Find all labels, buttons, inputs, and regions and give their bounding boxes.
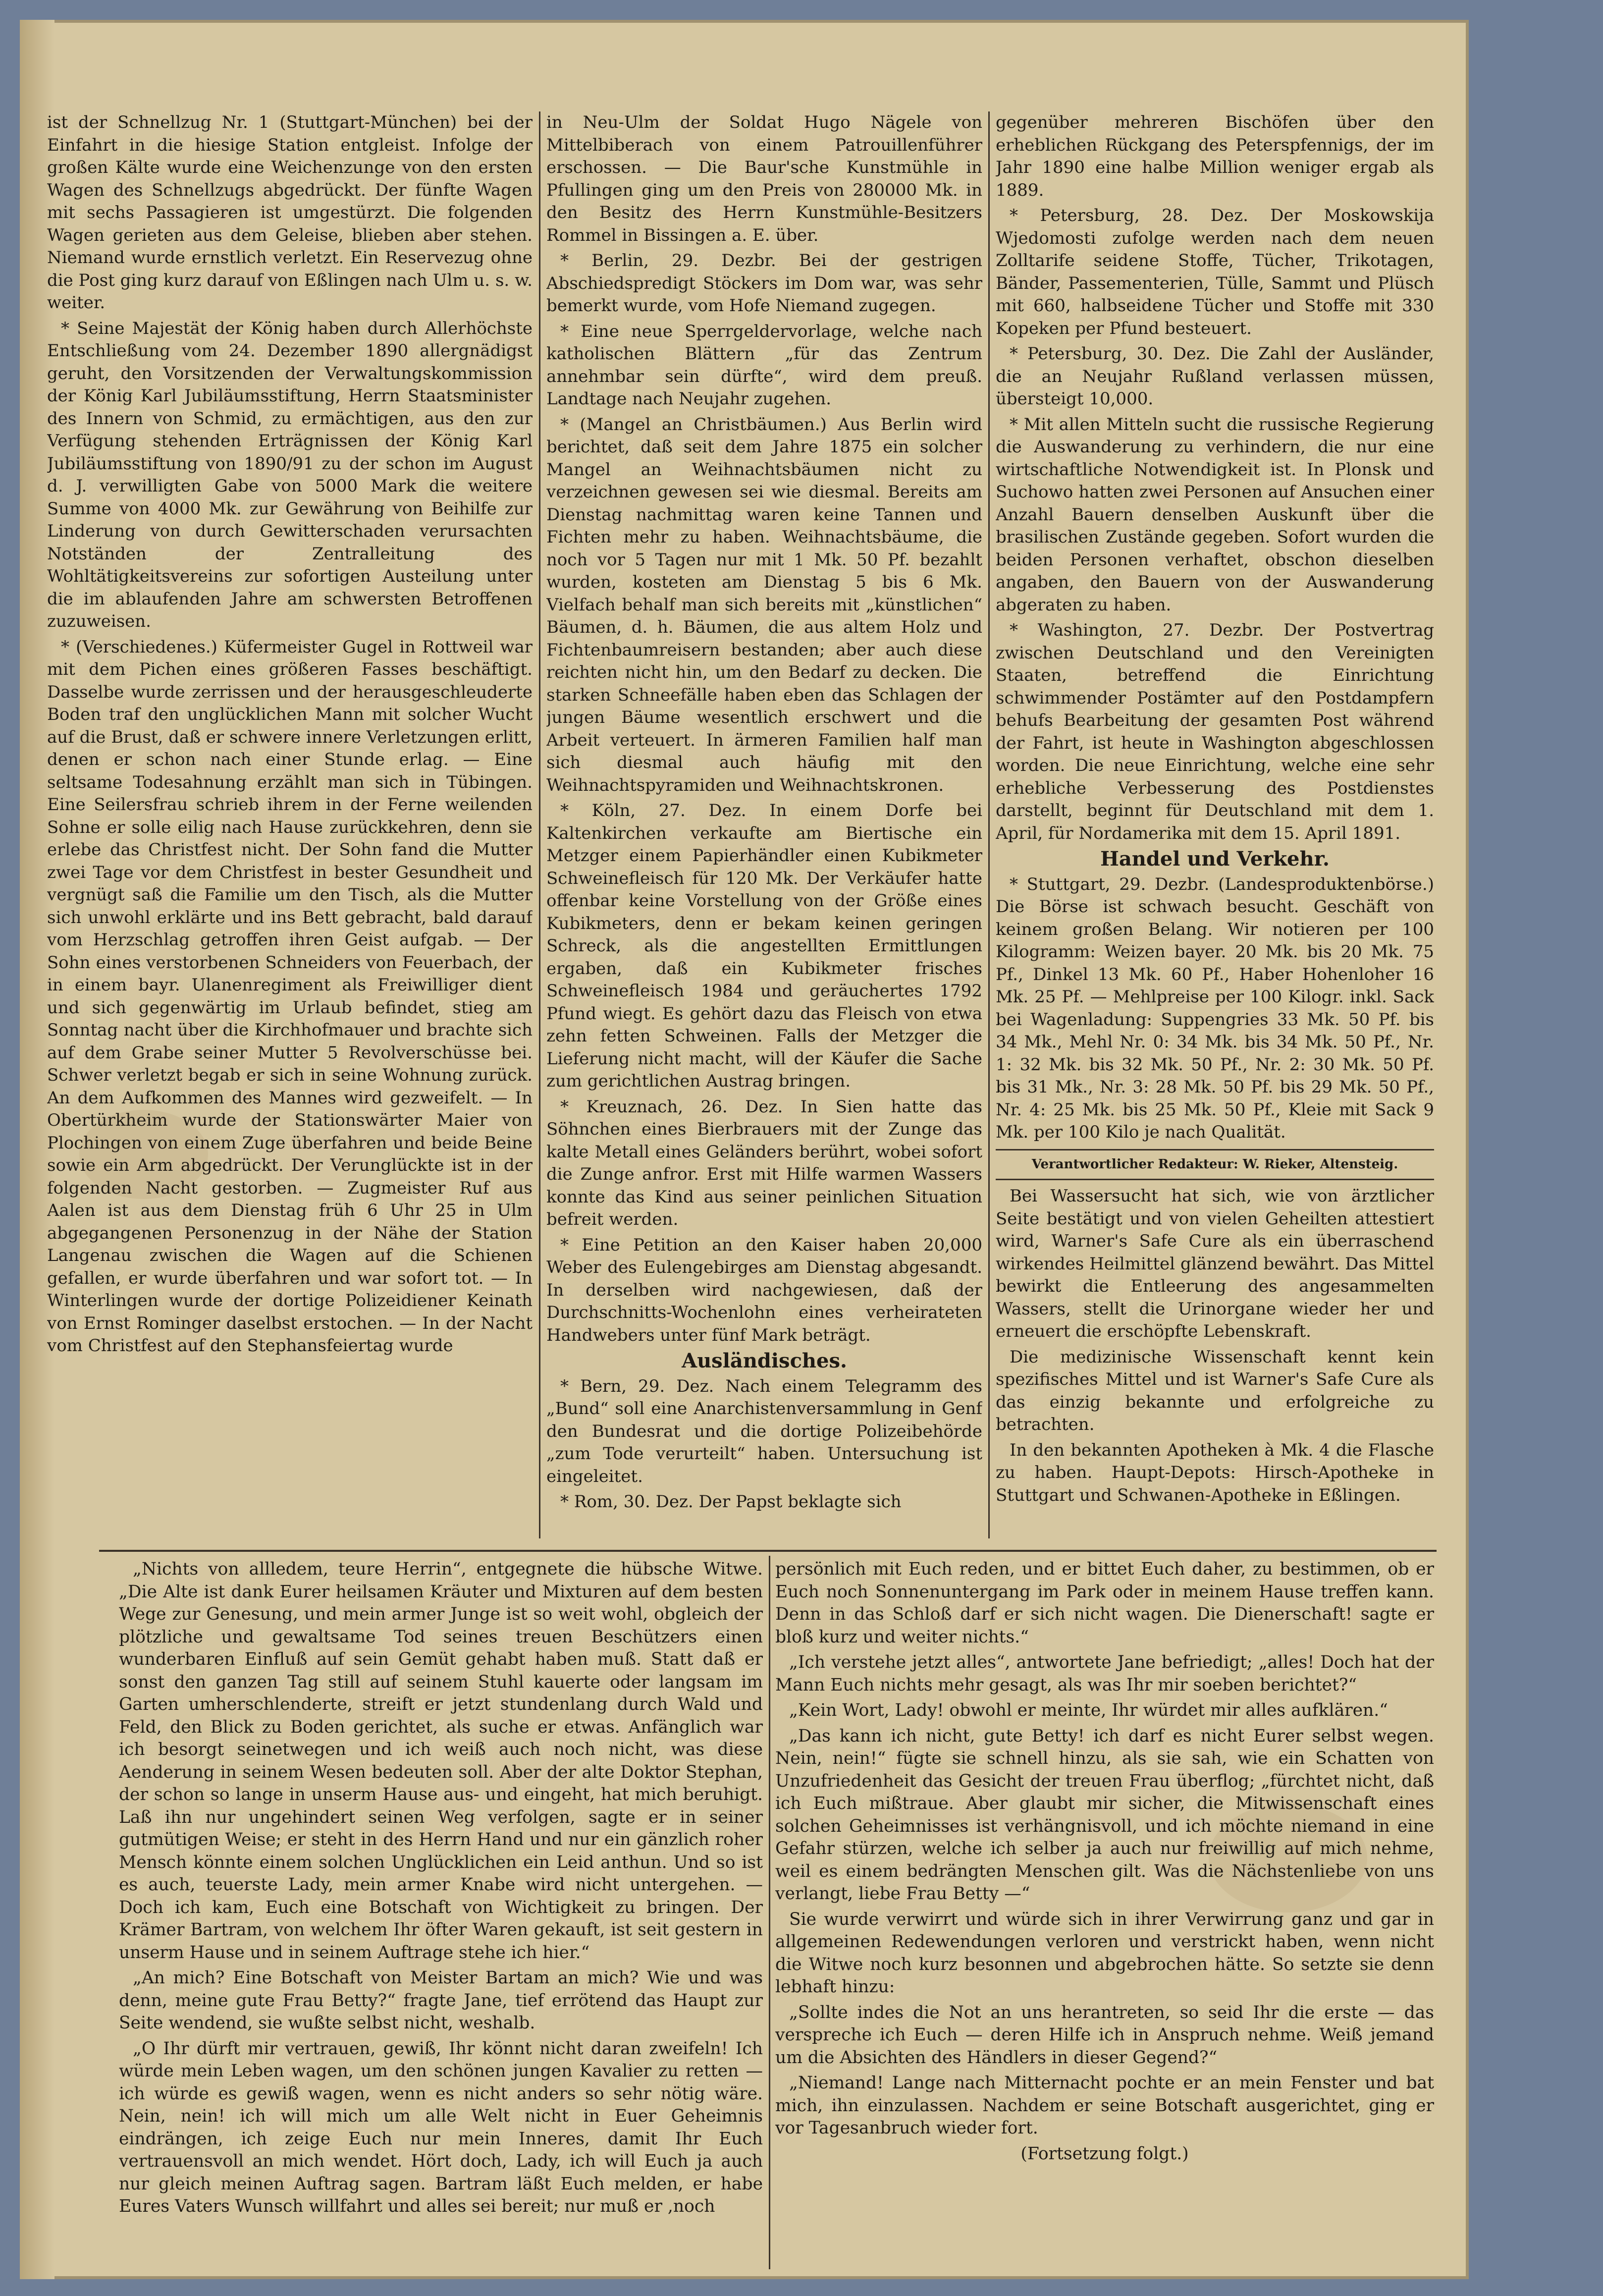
serial-paragraph: „Nichts von allledem, teure Herrin“, entgegnete die hübsche Witwe. „Die Alte ist dank Eurer heilsamen Kräuter und Mixturen auf dem besten Wege zur Genesung, und mein armer Junge ist so weit wohl, obgleich der plötzliche und gewaltsame Tod seines treuen Beschützers einen wunderbaren Einfluß auf sein Gemüt gehabt haben muß. Statt daß er sonst den ganzen Tag still auf seinem Stuhl kauerte oder langsam im Garten umherschlenderte, streift er jetzt stundenlang durch Wald und Feld, den Blick zu Boden gerichtet, als suche er etwas. Anfänglich war ich besorgt seinetwegen und ich weiß auch noch nicht, was diese Aenderung in seinem Wesen bedeuten soll. Aber der alte Doktor Stephan, der schon so lange in unserm Hause aus- und eingeht, hat mich beruhigt. Laß ihn nur ungehindert seinen Weg verfolgen, sagte er in seiner gutmütigen Weise; er steht in des Herrn Hand und nur ein gänzlich roher Mensch könnte einem solchen Unglücklichen ein Leid anthun. Und so ist es auch, teuerste Lady, mein armer Knabe wird nicht untergehen. — Doch ich kam, Euch eine Botschaft von Wichtigkeit zu bringen. Der Krämer Bartram, von welchem Ihr öfter Waren gekauft, ist seit gestern in unserm Hause und in seinem Auftrage stehe ich hier.“: [119, 1559, 763, 1963]
continuation-note: (Fortsetzung folgt.): [1020, 2143, 1189, 2164]
serial-paragraph: „Sollte indes die Not an uns herantreten, so seid Ihr die erste — das verspreche ich Euch — deren Hilfe ich in Anspruch nehme. Weiß jemand um die Absichten des Händlers in dieser Gegend?“: [775, 2002, 1434, 2068]
article-paragraph: * Eine neue Sperrgeldervorlage, welche nach katholischen Blättern „für das Zentrum annehmbar sein dürfte“, wird dem preuß. Landtage nach Neujahr zugehen.: [546, 321, 982, 409]
article-paragraph: * Seine Majestät der König haben durch Allerhöchste Entschließung vom 24. Dezember 1890 allergnädigst geruht, den Vorsitzenden der Verwaltungskommission der König Karl Jubiläumsstiftung, Herrn Staatsminister des Innern von Schmid, zu ermächtigen, aus den zur Verfügung stehenden Erträgnissen der König Karl Jubiläumsstiftung von 1890/91 zu der schon im August d. J. verwilligten Gabe von 5000 Mark die weitere Summe von 4000 Mk. zur Gewährung von Beihilfe zur Linderung von durch Gewitterschaden verursachten Notständen der Zentralleitung des Wohltätigkeitsvereins zur sofortigen Austeilung unter die im ablaufenden Jahre am schwersten Betroffenen zuzuweisen.: [47, 318, 533, 631]
news-column-1: [47, 111, 533, 1543]
serial-paragraph: „Niemand! Lange nach Mitternacht pochte er an mein Fenster und bat mich, ihn einzulassen. Nachdem er seine Botschaft ausgerichtet, ging er vor Tagesanbruch wieder fort.: [775, 2073, 1434, 2138]
article-paragraph: * Köln, 27. Dez. In einem Dorfe bei Kaltenkirchen verkaufte am Biertische ein Metzger einem Papierhändler einen Kubikmeter Schweinefleisch für 120 Mk. Der Verkäufer hatte offenbar keine Vorstellung von der Größe eines Kubikmeters, denn er bekam keinen geringen Schreck, als die angestellten Ermittlungen ergaben, daß ein Kubikmeter frisches Schweinefleisch 1984 und geräuchertes 1792 Pfund wiegt. Es gehört dazu das Fleisch von etwa zehn fetten Schweinen. Falls der Metzger die Lieferung nicht macht, will der Käufer die Sache zum gerichtlichen Austrag bringen.: [546, 801, 982, 1091]
serial-paragraph: „Das kann ich nicht, gute Betty! ich darf es nicht Eurer selbst wegen. Nein, nein!“ fügte sie schnell hinzu, als sie sah, wie ein Schatten von Unzufriedenheit das Gesicht der treuen Frau überflog; „fürchtet nicht, daß ich Euch mißtraue. Aber glaubt mir sicher, die Mitwissenschaft eines solchen Geheimnisses ist verhängnisvoll, und ich möchte niemand in eine Gefahr stürzen, welche ich selber ja auch nur freiwillig auf mich nehme, weil es einem bedrängten Menschen gilt. Was die Nächstenliebe von uns verlangt, liebe Frau Betty —“: [775, 1726, 1434, 1904]
serial-paragraph: „Kein Wort, Lady! obwohl er meinte, Ihr würdet mir alles aufklären.“: [789, 1700, 1388, 1720]
serial-column-left: [119, 1558, 763, 2272]
serial-paragraph: „An mich? Eine Botschaft von Meister Bartam an mich? Wie und was denn, meine gute Frau Betty?“ fragte Jane, tief errötend das Haupt zur Seite wendend, sie wußte selbst nicht, weshalb.: [119, 1968, 763, 2033]
column-rule: [769, 1556, 770, 2269]
article-paragraph: * Mit allen Mitteln sucht die russische Regierung die Auswanderung zu verhindern, die nur eine wirtschaftliche Notwendigkeit ist. In Plonsk und Suchowo hatten zwei Personen auf Ansuchen einer Anzahl Bauern denselben Auskunft über die brasilischen Zustände gegeben. Sofort wurden die beiden Personen verhaftet, obschon dieselben angaben, den Bauern von der Auswanderung abgeraten zu haben.: [996, 414, 1434, 615]
serial-paragraph: persönlich mit Euch reden, und er bittet Euch daher, zu bestimmen, ob er Euch noch Sonnenuntergang im Park oder in meinem Hause treffen kann. Denn in das Schloß darf er sich nicht wagen. Die Dienerschaft! sagte er bloß kurz und weiter nichts.“: [775, 1559, 1434, 1647]
news-column-3: [996, 111, 1434, 1543]
article-paragraph: * Petersburg, 28. Dez. Der Moskowskija Wjedomosti zufolge werden nach dem neuen Zolltarife seidene Stoffe, Tücher, Trikotagen, Bänder, Passementerien, Tülle, Sammt und Plüsch mit 660, halbseidene Tücher und Stoffe mit 330 Kopeken per Pfund besteuert.: [996, 206, 1434, 338]
article-paragraph: * Kreuznach, 26. Dez. In Sien hatte das Söhnchen eines Bierbrauers mit der Zunge das kalte Metall eines Geländers berührt, wobei sofort die Zunge anfror. Erst mit Hilfe warmen Wassers konnte das Kind aus seiner peinlichen Situation befreit werden.: [546, 1096, 982, 1229]
article-paragraph: * Stuttgart, 29. Dezbr. (Landesproduktenbörse.) Die Börse ist schwach besucht. Geschäft von keinem großen Belang. Wir notieren per 100 Kilogramm: Weizen bayer. 20 Mk. bis 20 Mk. 75 Pf., Dinkel 13 Mk. 60 Pf., Haber Hohenloher 16 Mk. 25 Pf. — Mehlpreise per 100 Kilogr. inkl. Sack bei Wagenladung: Suppengries 33 Mk. 50 Pf. bis 34 Mk., Mehl Nr. 0: 34 Mk. bis 34 Mk. 50 Pf., Nr. 1: 32 Mk. bis 32 Mk. 50 Pf., Nr. 2: 30 Mk. 50 Pf. bis 31 Mk., Nr. 3: 28 Mk. 50 Pf. bis 29 Mk. 50 Pf., Nr. 4: 25 Mk. bis 25 Mk. 50 Pf., Kleie mit Sack 9 Mk. per 100 Kilo je nach Qualität.: [996, 874, 1434, 1142]
section-heading-handel: Handel und Verkehr.: [1100, 847, 1330, 871]
article-paragraph: * Petersburg, 30. Dez. Die Zahl der Ausländer, die an Neujahr Rußland verlassen müssen, übersteigt 10,000.: [996, 344, 1434, 409]
article-paragraph: * Rom, 30. Dez. Der Papst beklagte sich: [560, 1492, 902, 1512]
ad-paragraph: In den bekannten Apotheken à Mk. 4 die Flasche zu haben. Haupt-Depots: Hirsch-Apotheke in Stuttgart und Schwanen-Apotheke in Eßlingen.: [996, 1440, 1434, 1505]
article-paragraph: ist der Schnellzug Nr. 1 (Stuttgart-München) bei der Einfahrt in die hiesige Station entgleist. Infolge der großen Kälte wurde eine Weichenzunge von den ersten Wagen des Schnellzugs abgedrückt. Der fünfte Wagen mit sechs Passagieren ist umgestürzt. Die folgenden Wagen gerieten aus dem Geleise, blieben aber stehen. Niemand wurde ernstlich verletzt. Ein Reservezug ohne die Post ging kurz darauf von Eßlingen nach Ulm u. s. w. weiter.: [47, 112, 533, 313]
article-paragraph: * Bern, 29. Dez. Nach einem Telegramm des „Bund“ soll eine Anarchistenversammlung in Genf den Bundesrat und die dortige Polizeibehörde „zum Tode verurteilt“ haben. Untersuchung ist eingeleitet.: [546, 1376, 982, 1486]
advertisement-warners-safe-cure: [996, 1185, 1434, 1507]
news-column-2: [546, 111, 982, 1543]
article-paragraph: * (Mangel an Christbäumen.) Aus Berlin wird berichtet, daß seit dem Jahre 1875 ein solcher Mangel an Weihnachtsbäumen nicht zu verzeichnen gewesen sei wie diesmal. Bereits am Dienstag nachmittag waren keine Tannen und Fichten mehr zu haben. Weihnachtsbäume, die noch vor 5 Tagen nur mit 1 Mk. 50 Pf. bezahlt wurden, kosteten am Dienstag 5 bis 6 Mk. Vielfach behalf man sich bereits mit „künstlichen“ Bäumen, d. h. Bäumen, die aus altem Holz und Fichtenbaumreisern bestanden; aber auch diese reichten nicht hin, um den Bedarf zu decken. Die starken Schneefälle haben eben das Schlagen der jungen Bäume wesentlich erschwert und die Arbeit verteuert. In ärmeren Familien half man sich diesmal auch häufig mit den Weihnachtspyramiden und Weihnachtskronen.: [546, 414, 982, 795]
ad-paragraph: Bei Wassersucht hat sich, wie von ärztlicher Seite bestätigt und von vielen Geheilten attestiert wird, Warner's Safe Cure als ein überraschend wirkendes Heilmittel glänzend bewährt. Das Mittel bewirkt die Entleerung des angesammelten Wassers, stellt die Urinorgane wieder her und erneuert die erschöpfte Lebenskraft.: [996, 1186, 1434, 1341]
article-paragraph: gegenüber mehreren Bischöfen über den erheblichen Rückgang des Peterspfennigs, der im Jahr 1890 eine halbe Million weniger ergab als 1889.: [996, 112, 1434, 200]
serial-paragraph: Sie wurde verwirrt und würde sich in ihrer Verwirrung ganz und gar in allgemeinen Redewendungen verloren und verstrickt haben, wenn nicht die Witwe noch kurz besonnen und abgebrochen hätte. So setzte sie denn lebhaft hinzu:: [775, 1909, 1434, 1997]
editor-line: Verantwortlicher Redakteur: W. Rieker, Altensteig.: [996, 1149, 1434, 1181]
column-rule: [539, 111, 540, 1538]
article-paragraph: * (Verschiedenes.) Küfermeister Gugel in Rottweil war mit dem Pichen eines größeren Fasses beschäftigt. Dasselbe wurde zerrissen und der herausgeschleuderte Boden traf den unglücklichen Mann mit solcher Wucht auf die Brust, daß er schwere innere Verletzungen erlitt, denen er schon nach einer Stunde erlag. — Eine seltsame Todesahnung erzählt man sich in Tübingen. Eine Seilersfrau schrieb ihrem in der Ferne weilenden Sohne er solle eilig nach Hause zurückkehren, denn sie erlebe das Christfest nicht. Der Sohn fand die Mutter zwei Tage vor dem Christfest in bester Gesundheit und vergnügt saß die Familie um den Tisch, als die Mutter sich unwohl erklärte und ins Bett gebracht, bald darauf vom Herzschlag getroffen ihren Geist aufgab. — Der Sohn eines verstorbenen Schneiders von Feuerbach, der in einem bayr. Ulanenregiment als Freiwilliger dient und sich gegenwärtig im Urlaub befindet, stieg am Sonntag nacht über die Kirchhofmauer und brachte sich auf dem Grabe seiner Mutter 5 Revolverschüsse bei. Schwer verletzt begab er sich in seine Wohnung zurück. An dem Aufkommen des Mannes wird gezweifelt. — In Obertürkheim wurde der Stationswärter Maier von Plochingen von einem Zuge überfahren und beide Beine sowie ein Arm abgedrückt. Der Verunglückte ist in der folgenden Nacht gestorben. — Zugmeister Ruf aus Aalen ist aus dem Dienstag früh 6 Uhr 25 in Ulm abgegangenen Personenzug in der Nähe der Station Langenau zwischen die Wagen auf die Schienen gefallen, er wurde überfahren und war sofort tot. — In Winterlingen wurde der dortige Polizeidiener Keinath von Ernst Rominger daselbst erstochen. — In der Nacht vom Christfest auf den Stephansfeiertag wurde: [47, 637, 533, 1356]
column-rule: [988, 111, 990, 1538]
newspaper-page: [20, 20, 1469, 2279]
ad-paragraph: Die medizinische Wissenschaft kennt kein spezifisches Mittel und ist Warner's Safe Cure als das einzig bekannte und erfolgreiche zu betrachten.: [996, 1347, 1434, 1434]
serial-paragraph: „Ich verstehe jetzt alles“, antwortete Jane befriedigt; „alles! Doch hat der Mann Euch nichts mehr gesagt, als was Ihr mir soeben berichtet?“: [775, 1652, 1434, 1695]
serial-divider: [99, 1550, 1437, 1552]
serial-column-right: [775, 1558, 1434, 2272]
article-paragraph: * Berlin, 29. Dezbr. Bei der gestrigen Abschiedspredigt Stöckers im Dom war, was sehr bemerkt wurde, vom Hofe Niemand zugegen.: [546, 251, 982, 316]
section-heading-auslaendisches: Ausländisches.: [682, 1349, 847, 1372]
article-paragraph: * Eine Petition an den Kaiser haben 20,000 Weber des Eulengebirges am Dienstag abgesandt. In derselben wird nachgewiesen, daß der Durchschnitts-Wochenlohn eines verheirateten Handwebers unter fünf Mark beträgt.: [546, 1235, 982, 1345]
article-paragraph: in Neu-Ulm der Soldat Hugo Nägele von Mittelbiberach von einem Patrouillenführer erschossen. — Die Baur'sche Kunstmühle in Pfullingen ging um den Preis von 280000 Mk. in den Besitz des Herrn Kunstmühle-Besitzers Rommel in Bissingen a. E. über.: [546, 112, 982, 245]
serial-paragraph: „O Ihr dürft mir vertrauen, gewiß, Ihr könnt nicht daran zweifeln! Ich würde mein Leben wagen, um den schönen jungen Kavalier zu retten — ich würde es gewiß wagen, wenn es nicht anders so sehr nötig wäre. Nein, nein! ich will mich um alle Welt nicht in Euer Geheimnis eindrängen, ich zeige Euch nur mein Inneres, damit Ihr Euch vertrauensvoll an mich wendet. Hört doch, Lady, ich will Euch ja auch nur gleich meinen Auftrag sagen. Bartram läßt Euch melden, er habe Eures Vaters Wunsch willfahrt und alles sei bereit; nur muß er ,noch: [119, 2038, 763, 2216]
article-paragraph: * Washington, 27. Dezbr. Der Postvertrag zwischen Deutschland und den Vereinigten Staaten, betreffend die Einrichtung schwimmender Postämter auf den Postdampfern behufs Bearbeitung der gesamten Post während der Fahrt, ist heute in Washington abgeschlossen worden. Die neue Einrichtung, welche eine sehr erhebliche Verbesserung des Postdienstes darstellt, beginnt für Deutschland mit dem 1. April, für Nordamerika mit dem 15. April 1891.: [996, 620, 1434, 843]
